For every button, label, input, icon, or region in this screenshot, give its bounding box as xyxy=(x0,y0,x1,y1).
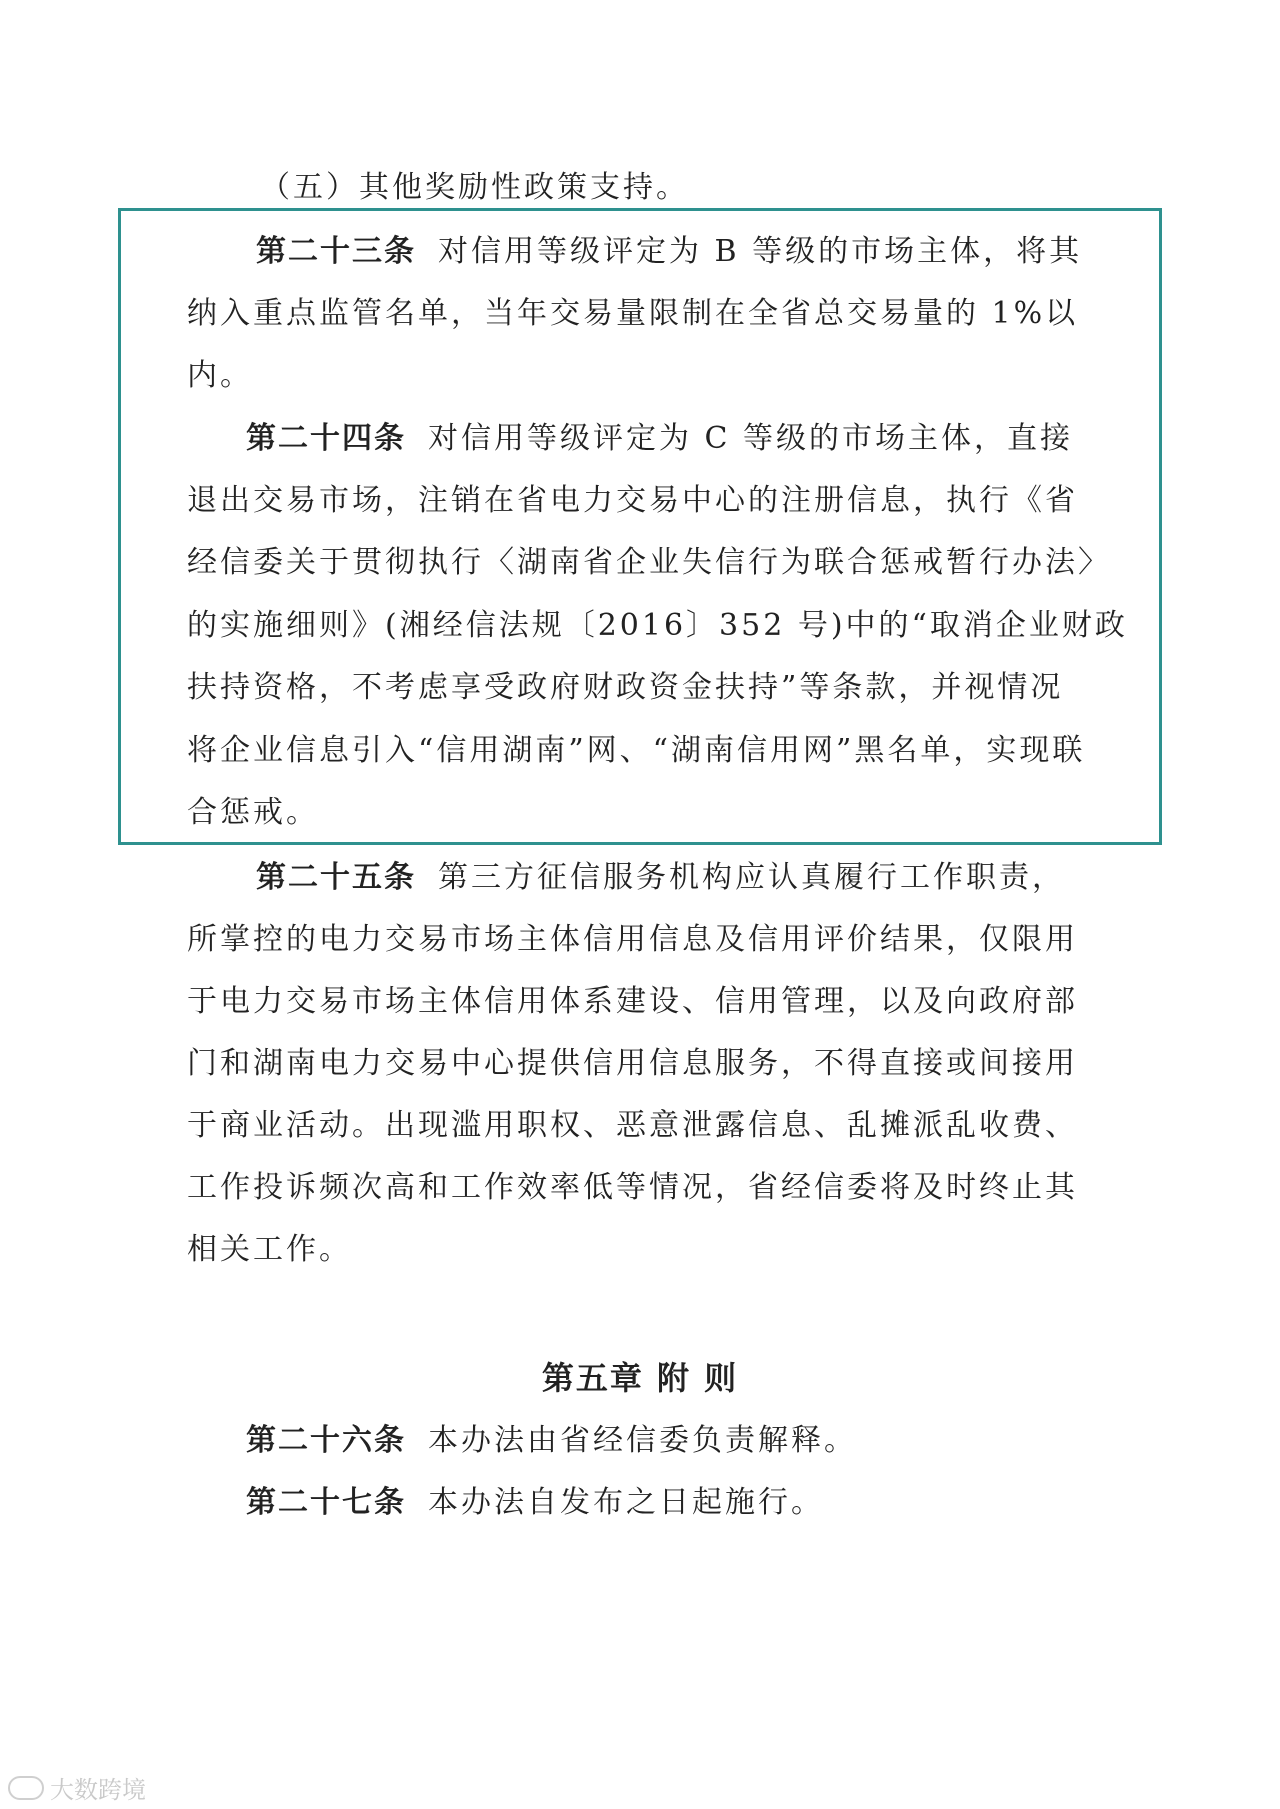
article-26-line xyxy=(246,1421,857,1461)
article-25-line: 于商业活动。出现滥用职权、恶意泄露信息、乱摊派乱收费、 xyxy=(187,1108,1078,1143)
article-27-text: 本办法自发布之日起施行。 xyxy=(428,1485,824,1520)
article-24-heading: 第二十四条 xyxy=(246,421,406,456)
article-23-line: 纳入重点监管名单，当年交易量限制在全省总交易量的 1%以 xyxy=(187,296,1079,331)
article-27-heading: 第二十七条 xyxy=(246,1485,406,1520)
article-24-text: 对信用等级评定为 C 等级的市场主体，直接 xyxy=(428,421,1074,456)
article-23-first-line xyxy=(256,232,1082,272)
chapter-5-title: 第五章 附 则 xyxy=(541,1359,739,1397)
watermark-logo-icon xyxy=(8,1776,44,1800)
article-23-heading: 第二十三条 xyxy=(256,234,416,269)
article-26-text: 本办法由省经信委负责解释。 xyxy=(428,1423,857,1458)
article-25-first-line xyxy=(256,858,1065,898)
article-24-line: 退出交易市场，注销在省电力交易中心的注册信息，执行《省 xyxy=(187,483,1078,518)
article-25-line: 于电力交易市场主体信用体系建设、信用管理，以及向政府部 xyxy=(187,984,1078,1019)
watermark-text: 大数跨境 xyxy=(50,1776,146,1804)
article-23-line: 内。 xyxy=(187,358,253,393)
article-25-text: 第三方征信服务机构应认真履行工作职责， xyxy=(438,860,1065,895)
article-25-heading: 第二十五条 xyxy=(256,860,416,895)
article-24-line: 扶持资格，不考虑享受政府财政资金扶持”等条款，并视情况 xyxy=(187,670,1064,705)
article-25-line: 相关工作。 xyxy=(187,1232,352,1267)
article-24-line: 经信委关于贯彻执行〈湖南省企业失信行为联合惩戒暂行办法〉 xyxy=(187,545,1111,580)
article-24-line: 的实施细则》(湘经信法规〔2016〕352 号)中的“取消企业财政 xyxy=(187,608,1128,643)
item-5-line: （五）其他奖励性政策支持。 xyxy=(260,170,689,205)
article-26-heading: 第二十六条 xyxy=(246,1423,406,1458)
article-27-line xyxy=(246,1483,824,1523)
article-24-line: 合惩戒。 xyxy=(187,795,319,830)
watermark xyxy=(8,1770,146,1805)
article-23-text: 对信用等级评定为 B 等级的市场主体，将其 xyxy=(438,234,1083,269)
article-25-line: 门和湖南电力交易中心提供信用信息服务，不得直接或间接用 xyxy=(187,1046,1078,1081)
article-24-first-line xyxy=(246,419,1073,459)
article-25-line: 所掌控的电力交易市场主体信用信息及信用评价结果，仅限用 xyxy=(187,922,1078,957)
article-24-line: 将企业信息引入“信用湖南”网、“湖南信用网”黑名单，实现联 xyxy=(187,733,1086,768)
article-25-line: 工作投诉频次高和工作效率低等情况，省经信委将及时终止其 xyxy=(187,1170,1078,1205)
